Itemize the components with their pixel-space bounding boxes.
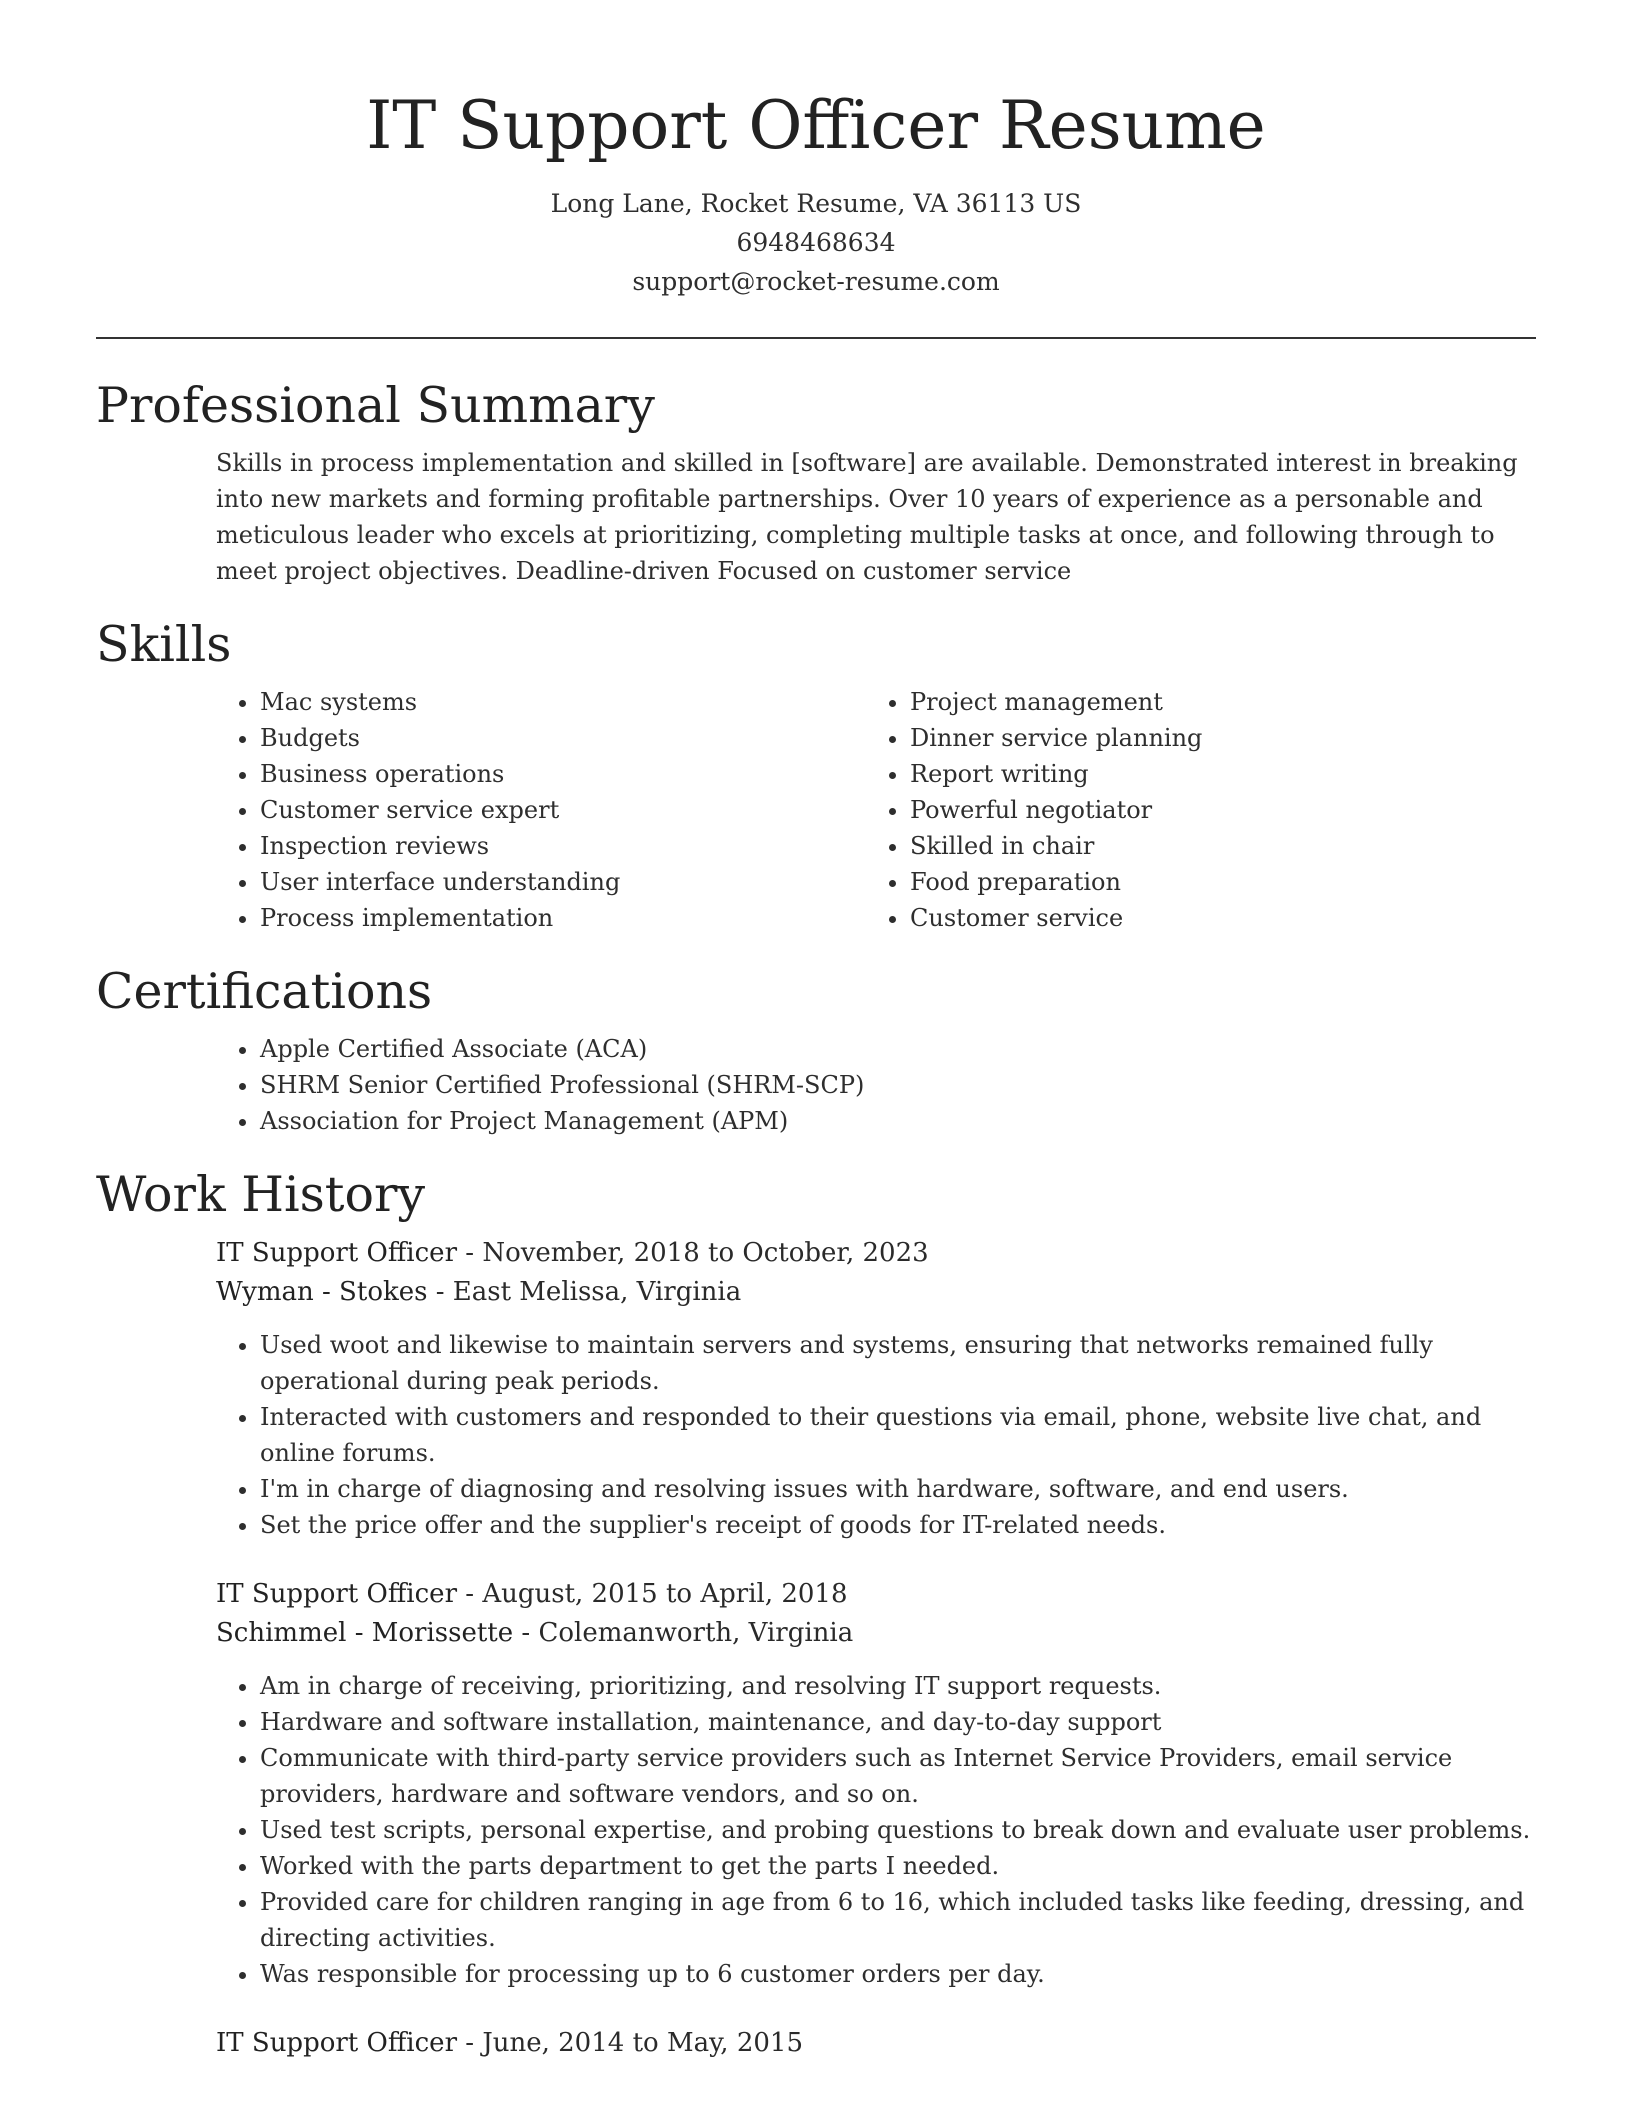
skills-heading: Skills	[96, 616, 232, 673]
job-company-line	[216, 1614, 1536, 1653]
job-company: Wyman - Stokes	[216, 1277, 428, 1307]
list-item: • Inspection reviews	[260, 828, 866, 864]
list-item: • Set the price offer and the supplier's receipt of goods for IT-related needs.	[260, 1507, 1536, 1543]
job-entry	[216, 1575, 1536, 1992]
summary-heading: Professional Summary	[96, 377, 655, 434]
list-item: • I'm in charge of diagnosing and resolving issues with hardware, software, and end users.	[260, 1471, 1536, 1507]
certifications-list	[216, 1031, 1536, 1139]
list-item: • Hardware and software installation, maintenance, and day-to-day support	[260, 1704, 1536, 1740]
list-item: • Project management	[910, 684, 1516, 720]
certifications-body	[216, 1031, 1536, 1139]
job-company: Schimmel - Morissette	[216, 1618, 514, 1648]
list-item: • Association for Project Management (APM)	[260, 1103, 1536, 1139]
list-item: • SHRM Senior Certified Professional (SHRM-SCP)	[260, 1067, 1536, 1103]
contact-block	[96, 184, 1536, 301]
list-item: • Customer service	[910, 900, 1516, 936]
job-location: - Colemanworth, Virginia	[513, 1618, 854, 1648]
list-item: • User interface understanding	[260, 864, 866, 900]
certifications-section	[96, 962, 1536, 1139]
resume-page	[96, 0, 1536, 2063]
summary-body	[216, 445, 1536, 589]
job-title: IT Support Officer	[216, 2028, 457, 2058]
job-bullets	[216, 1327, 1536, 1543]
job-entry	[216, 1234, 1536, 1543]
list-item: • Interacted with customers and responded to their questions via email, phone, website live chat, and online forums.	[260, 1399, 1536, 1471]
list-item: • Am in charge of receiving, prioritizing, and resolving IT support requests.	[260, 1668, 1536, 1704]
job-location: - East Melissa, Virginia	[427, 1277, 742, 1307]
list-item: • Customer service expert	[260, 792, 866, 828]
work-history-section	[96, 1165, 1536, 2063]
list-item: • Apple Certified Associate (ACA)	[260, 1031, 1536, 1067]
job-dates: - June, 2014 to May, 2015	[457, 2028, 803, 2058]
resume-title: IT Support Officer Resume	[366, 87, 1266, 164]
spacer	[216, 1312, 1536, 1327]
summary-section	[96, 376, 1536, 589]
job-title-line	[216, 2024, 1536, 2063]
list-item: • Food preparation	[910, 864, 1516, 900]
job-title: IT Support Officer	[216, 1579, 457, 1609]
certifications-heading: Certifications	[96, 963, 433, 1020]
skills-list-right	[866, 684, 1516, 936]
list-item: • Used woot and likewise to maintain servers and systems, ensuring that networks remained fully operational during peak periods.	[260, 1327, 1536, 1399]
list-item: • Was responsible for processing up to 6 customer orders per day.	[260, 1956, 1536, 1992]
list-item: • Mac systems	[260, 684, 866, 720]
work-history-heading: Work History	[96, 1166, 426, 1223]
skills-grid	[216, 684, 1536, 936]
job-title-line	[216, 1234, 1536, 1273]
list-item: • Worked with the parts department to get the parts I needed.	[260, 1848, 1536, 1884]
list-item: • Business operations	[260, 756, 866, 792]
summary-text: Skills in process implementation and skilled in [software] are available. Demonstrated interest in breaking into new markets and forming profitable partnerships. Over 10 years of experience as a personable and meticulous leader who excels at prioritizing, completing multiple tasks at once, and following through to meet project objectives. Deadline-driven Focused on customer service	[216, 449, 1518, 585]
spacer	[216, 1653, 1536, 1668]
job-dates: - August, 2015 to April, 2018	[457, 1579, 848, 1609]
list-item: • Communicate with third-party service providers such as Internet Service Providers, email service providers, hardware and software vendors, and so on.	[260, 1740, 1536, 1812]
job-bullets	[216, 1668, 1536, 1992]
job-dates: - November, 2018 to October, 2023	[457, 1238, 929, 1268]
skills-column-right	[866, 684, 1516, 936]
contact-email: support@rocket-resume.com	[632, 267, 1000, 296]
job-entry	[216, 2024, 1536, 2063]
list-item: • Used test scripts, personal expertise, and probing questions to break down and evaluate user problems.	[260, 1812, 1536, 1848]
list-item: • Budgets	[260, 720, 866, 756]
resume-header	[96, 0, 1536, 301]
list-item: • Dinner service planning	[910, 720, 1516, 756]
skills-column-left	[216, 684, 866, 936]
skills-section	[96, 615, 1536, 936]
list-item: • Report writing	[910, 756, 1516, 792]
skills-list-left	[216, 684, 866, 936]
list-item: • Process implementation	[260, 900, 866, 936]
job-title-line	[216, 1575, 1536, 1614]
header-divider	[96, 337, 1536, 339]
job-title: IT Support Officer	[216, 1238, 457, 1268]
contact-address: Long Lane, Rocket Resume, VA 36113 US	[550, 189, 1082, 218]
list-item: • Provided care for children ranging in age from 6 to 16, which included tasks like feeding, dressing, and directing activities.	[260, 1884, 1536, 1956]
list-item: • Skilled in chair	[910, 828, 1516, 864]
job-company-line	[216, 1273, 1536, 1312]
list-item: • Powerful negotiator	[910, 792, 1516, 828]
contact-phone: 6948468634	[736, 228, 896, 257]
